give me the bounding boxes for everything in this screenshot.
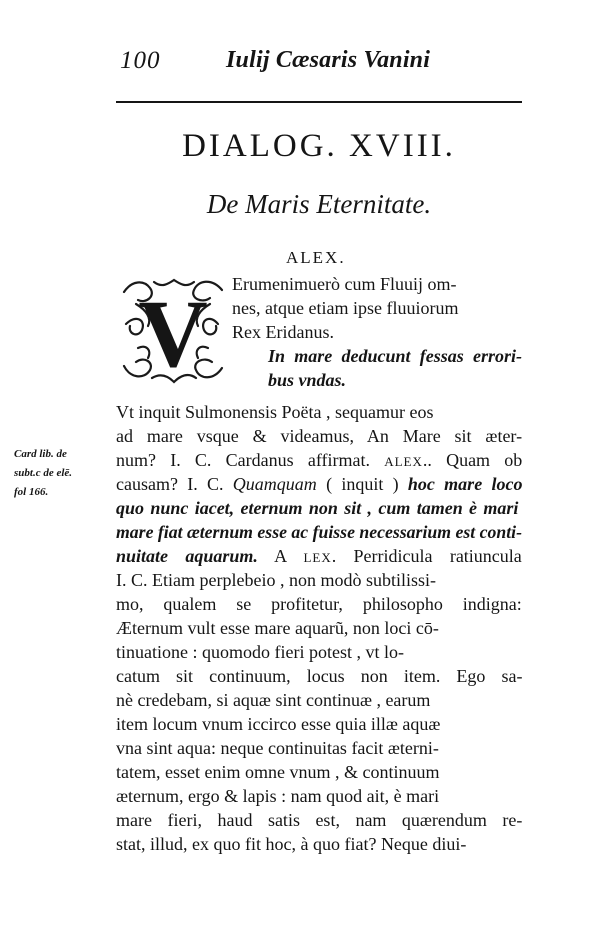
marginal-note-line: fol 166.: [14, 486, 49, 498]
marginal-note: [14, 445, 114, 502]
decorated-initial: [118, 274, 228, 386]
text-segment: A: [257, 546, 304, 566]
text-line: [232, 296, 458, 320]
text-segment: catum sit continuum, locus non item. Ego sa-: [116, 666, 523, 686]
initial-letter: V: [138, 280, 208, 386]
text-line: [116, 736, 439, 760]
text-line: [116, 760, 439, 784]
text-segment: ALEX: [384, 454, 423, 469]
text-segment: nè credebam, si aquæ sint continuæ , earum: [116, 690, 431, 710]
ornament-initial-icon: [118, 274, 228, 386]
text-line: [116, 568, 436, 592]
text-segment: Quamquam: [232, 474, 317, 494]
text-segment: stat, illud, ex quo fit hoc, à quo fiat? Neque diui-: [116, 834, 467, 854]
text-segment: LEX: [303, 550, 332, 565]
text-line: [116, 664, 522, 688]
dialog-subtitle: De Maris Eternitate.: [206, 189, 432, 219]
header-rule: [116, 101, 522, 103]
text-line: [116, 808, 522, 832]
text-segment: num? I. C. Cardanus affirmat.: [116, 450, 385, 470]
text-line: [116, 712, 440, 736]
text-segment: mare fieri, haud satis est, nam quærendum re-: [116, 810, 523, 830]
text-line: [116, 832, 466, 856]
text-segment: nuitate aquarum.: [116, 546, 258, 566]
text-segment: quo nunc iacet, eternum non sit , cum tamen è mari: [116, 498, 519, 518]
text-line: [232, 320, 334, 344]
text-line: [116, 424, 522, 448]
text-line: [116, 472, 522, 496]
text-segment: tatem, esset enim omne vnum , & continuum: [116, 762, 440, 782]
text-segment: ( inquit ): [316, 474, 408, 494]
text-segment: mo, qualem se profitetur, philosopho indigna:: [116, 594, 522, 614]
text-line: [116, 496, 518, 520]
text-segment: In mare deducunt fessas errori-: [268, 346, 523, 366]
text-line: [116, 784, 439, 808]
text-segment: .. Quam ob: [422, 450, 523, 470]
text-segment: hoc mare loco: [407, 474, 523, 494]
dialog-heading: DIALOG. XVIII.: [182, 128, 456, 164]
text-line: [116, 544, 522, 570]
text-line: [268, 368, 346, 392]
text-line: [116, 616, 439, 640]
page-number: 100: [120, 47, 161, 74]
text-segment: . Perridicula ratiuncula: [331, 546, 522, 566]
text-segment: causam? I. C.: [116, 474, 233, 494]
text-segment: tinuatione : quomodo fieri potest , vt lo-: [116, 642, 404, 662]
text-segment: item locum vnum iccirco esse quia illæ aquæ: [116, 714, 441, 734]
text-segment: Rex Eridanus.: [232, 322, 334, 342]
text-segment: æternum, ergo & lapis : nam quod ait, è mari: [116, 786, 440, 806]
text-segment: nes, atque etiam ipse fluuiorum: [232, 298, 459, 318]
text-segment: mare fiat æternum esse ac fuisse necessarium est conti-: [116, 522, 522, 542]
marginal-note-line: Card lib. de: [14, 448, 67, 460]
text-line: [116, 592, 522, 616]
text-segment: ad mare vsque & videamus, An Mare sit æter-: [116, 426, 523, 446]
text-segment: bus vndas.: [268, 370, 347, 390]
text-segment: I. C. Etiam perplebeio , non modò subtilissi-: [116, 570, 436, 590]
text-line: [116, 400, 433, 424]
text-line: [232, 272, 456, 296]
text-line: [116, 520, 522, 544]
speaker-heading: ALEX.: [286, 248, 346, 267]
running-head: Iulij Cæsaris Vanini: [226, 47, 431, 73]
text-line: [116, 688, 430, 712]
text-segment: Æternum vult esse mare aquarũ, non loci cō-: [116, 618, 439, 638]
text-line: [268, 344, 522, 368]
marginal-note-line: subt.c de elē.: [14, 467, 73, 479]
text-segment: Erumenimuerò cum Fluuij om-: [232, 274, 457, 294]
text-line: [116, 448, 522, 474]
text-line: [116, 640, 404, 664]
text-segment: Vt inquit Sulmonensis Poëta , sequamur eos: [116, 402, 434, 422]
text-segment: vna sint aqua: neque continuitas facit æterni-: [116, 738, 439, 758]
